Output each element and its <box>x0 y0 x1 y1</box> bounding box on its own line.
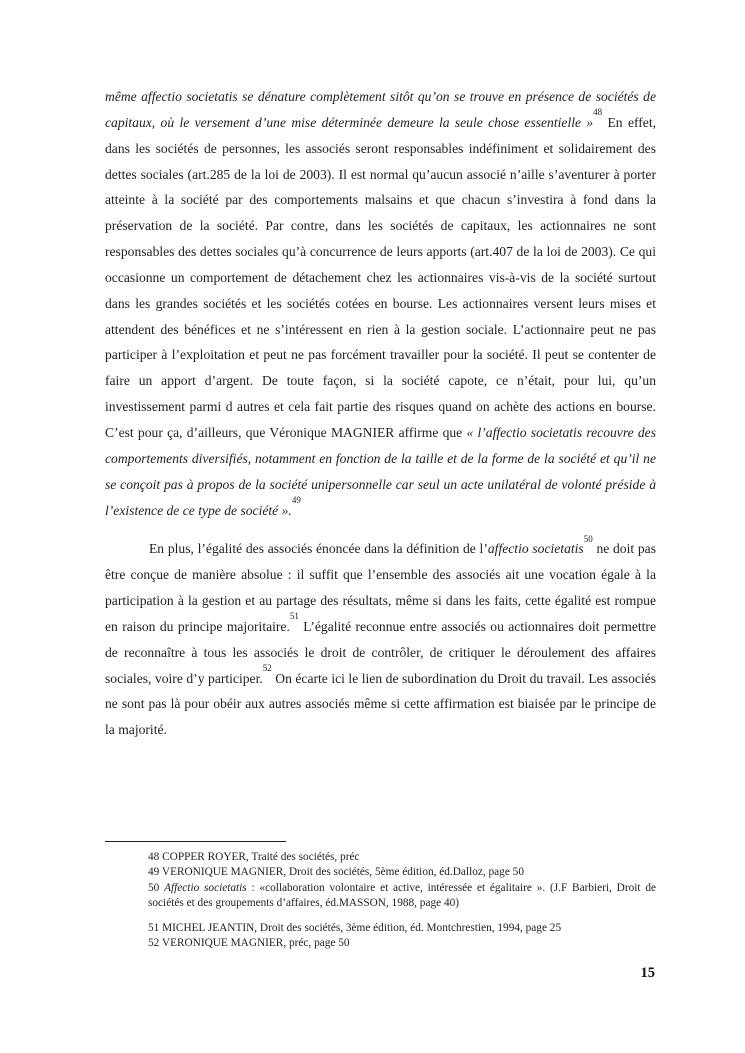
footnote-51: 51 MICHEL JEANTIN, Droit des sociétés, 3ème édition, éd. Montchrestien, 1994, page 25 <box>148 921 562 934</box>
footnote-separator-line <box>105 841 286 842</box>
paragraph-1 <box>105 84 656 523</box>
body-text-run: L’égalité reconnue entre associés ou actionnaires doit permettre de reconnaître à tous les associés le droit de contrôler, de critiquer le déroulement des affaires sociales, voire d’y participer. <box>105 618 656 686</box>
footnote-48: 48 COPPER ROYER, Traité des sociétés, préc <box>148 851 360 863</box>
footnote-ref-51: 51 <box>289 611 299 622</box>
footnote-number: 50 <box>148 881 165 894</box>
footnote-ref-49: 49 <box>291 494 301 505</box>
latin-term: affectio societatis <box>487 541 584 557</box>
footnote-49: 49 VERONIQUE MAGNIER, Droit des sociétés, 5ème édition, éd.Dalloz, page 50 <box>148 866 524 879</box>
footnote-ref-52: 52 <box>262 663 272 674</box>
body-text-block <box>105 84 656 743</box>
magnier-quote-text: « l’affectio societatis recouvre des comportements diversifiés, notamment en fonction de la taille et de la forme de la société et qu’il ne se conçoit pas à propos de la société unipersonnelle car seul un acte unilatéral de volonté préside à l’existence de ce type de société ». <box>105 424 657 518</box>
quote-continuation-text: même affectio societatis se dénature complètement sitôt qu’on se trouve en présence de sociétés de capitaux, où le versement d’une mise déterminée demeure la seule chose essentielle » <box>105 89 656 130</box>
page-number: 15 <box>640 965 655 981</box>
footnote-50 <box>148 881 656 912</box>
body-text-run: En effet, dans les sociétés de personnes, les associés seront responsables indéfiniment et solidairement des dettes sociales (art.285 de la loi de 2003). Il est normal qu’aucun associé n’aille s’aventurer à porter atteinte à la société par des comportements malsains et que chacun s’investira à fond dans la préservation de la société. Par contre, dans les sociétés de capitaux, les actionnaires ne sont responsables des dettes sociales qu’à concurrence de leurs apports (art.407 de la loi de 2003). Ce qui occasionne un comportement de détachement chez les actionnaires vis-à-vis de la société surtout dans les grandes sociétés et les sociétés cotées en bourse. Les actionnaires versent leurs mises et attendent des bénéfices et ne s’intéressent en rien à la gestion sociale. L’actionnaire peut ne pas participer à l’exploitation et peut ne pas forcément travailler pour la société. Il peut se contenter de faire un apport d’argent. De toute façon, si la société capote, ce n’était, pour lui, qu’un investissement parmi d autres et cela fait partie des risques quand on achète des actions en bourse. C’est pour ça, d’ailleurs, que Véronique MAGNIER affirme que <box>105 114 656 440</box>
body-text-run: On écarte ici le lien de subordination du Droit du travail. Les associés ne sont pas là pour obéir aux autres associés même si cette affirmation est biaisée par le principe de la majorité. <box>105 670 656 738</box>
footnotes-section <box>105 841 656 951</box>
footnote-ref-48: 48 <box>593 107 603 118</box>
body-text-run: ne doit pas être conçue de manière absolue : il suffit que l’ensemble des associés ait une vocation égale à la participation à la gestion et au partage des résultats, même si dans les faits, cette égalité est rompue en raison du principe majoritaire. <box>105 541 656 634</box>
footnote-ref-50: 50 <box>583 533 593 544</box>
footnote-latin-term: Affectio societatis <box>164 881 247 894</box>
paragraph-2 <box>105 533 656 743</box>
footnote-text-run: : «collaboration volontaire et active, intéressée et égalitaire ». (J.F Barbieri, Droit de sociétés et des groupements d’affaires, éd.MASSON, 1988, page 40) <box>148 881 656 910</box>
footnote-52: 52 VERONIQUE MAGNIER, préc, page 50 <box>148 937 350 950</box>
body-text-run: En plus, l’égalité des associés énoncée dans la définition de l’ <box>149 541 488 557</box>
